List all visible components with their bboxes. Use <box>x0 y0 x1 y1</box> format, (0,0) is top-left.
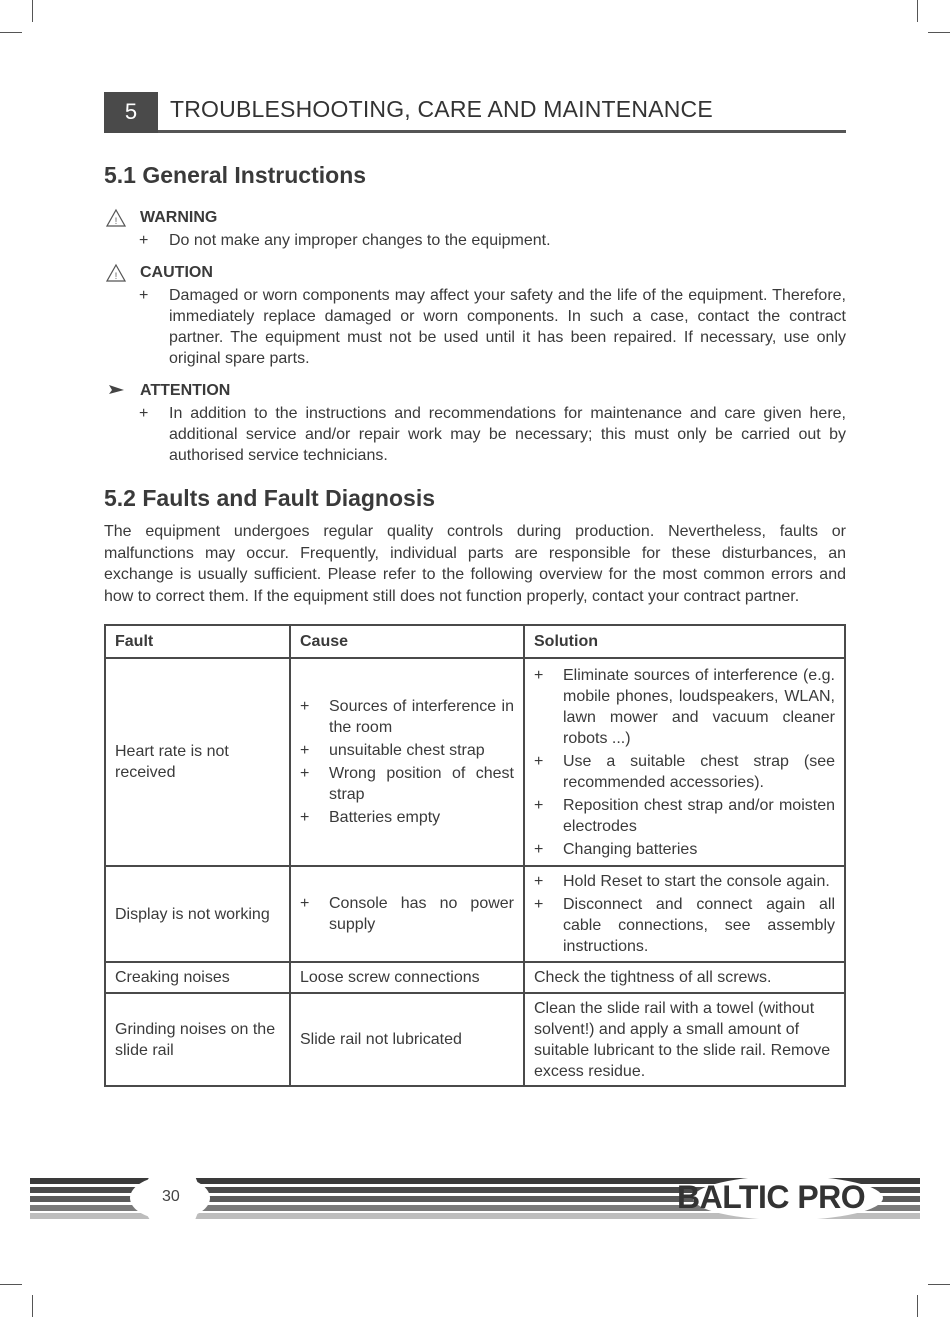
header-cause: Cause <box>290 625 524 658</box>
crop-mark <box>928 1284 950 1285</box>
attention-label: ATTENTION <box>140 382 231 399</box>
arrow-right-icon <box>106 381 126 401</box>
header-fault: Fault <box>105 625 290 658</box>
warning-label: WARNING <box>140 209 218 226</box>
intro-paragraph: The equipment undergoes regular quality controls during production. Nevertheless, faults or malfunctions may occur. Frequently, individual parts are responsible for these disturbances, an exchange is usually sufficient. Please refer to the following overview for the most common errors and how to correct them. If the equipment still does not function properly, contact your contract partner. <box>104 523 846 605</box>
table-row <box>105 962 845 993</box>
cause-cell: + Console has no power supply <box>290 866 524 962</box>
svg-text:!: ! <box>114 271 118 281</box>
caution-label: CAUTION <box>140 264 213 281</box>
solution-cell: Check the tightness of all screws. <box>524 962 845 993</box>
chapter-title: TROUBLESHOOTING, CARE AND MAINTENANCE <box>170 96 713 122</box>
warning-note <box>104 207 846 251</box>
caution-item: + Damaged or worn components may affect your safety and the life of the equipment. Therefore, immediately replace damaged or worn components. In such a case, contact the contract partner. The equipment must not be used until it has been repaired. If necessary, use only original spare parts. <box>139 287 846 367</box>
crop-mark <box>32 0 33 22</box>
header-solution: Solution <box>524 625 845 658</box>
solution-cell: + Eliminate sources of interference (e.g. mobile phones, loudspeakers, WLAN, lawn mower and vacuum cleaner robots ...) + Use a suitable chest strap (see recommended accessories). + Reposition chest strap and/or moisten electrodes + Changing batteries <box>524 658 845 866</box>
warning-triangle-icon <box>106 263 126 283</box>
crop-mark <box>917 0 918 22</box>
caution-note <box>104 262 846 369</box>
section-title-5-1: 5.1 General Instructions <box>104 162 367 188</box>
attention-item: + In addition to the instructions and recommendations for maintenance and care given here, additional service and/or repair work may be necessary; this must only be carried out by authorised service technicians. <box>139 405 846 464</box>
warning-triangle-icon <box>106 208 126 228</box>
warning-item: + Do not make any improper changes to the equipment. <box>139 232 551 249</box>
fault-cell: Heart rate is not received <box>105 658 290 866</box>
cause-cell: + Sources of interference in the room + unsuitable chest strap + Wrong position of chest strap + Batteries empty <box>290 658 524 866</box>
chapter-header <box>104 92 846 133</box>
page-number: 30 <box>162 1188 180 1205</box>
crop-mark <box>0 1284 22 1285</box>
cause-cell: Loose screw connections <box>290 962 524 993</box>
solution-cell: Clean the slide rail with a towel (without solvent!) and apply a small amount of suitable lubricant to the slide rail. Remove excess residue. <box>524 993 845 1086</box>
cause-cell: Slide rail not lubricated <box>290 993 524 1086</box>
fault-cell: Display is not working <box>105 866 290 962</box>
crop-mark <box>917 1295 918 1317</box>
brand-logo: BALTIC PRO <box>677 1179 866 1215</box>
crop-mark <box>928 32 950 33</box>
attention-note <box>104 380 846 466</box>
table-row <box>105 993 845 1086</box>
chapter-number: 5 <box>104 92 158 133</box>
crop-mark <box>0 32 22 33</box>
solution-cell: + Hold Reset to start the console again. + Disconnect and connect again all cable connections, see assembly instructions. <box>524 866 845 962</box>
section-title-5-2: 5.2 Faults and Fault Diagnosis <box>104 485 436 511</box>
fault-table <box>104 624 846 1087</box>
page-footer <box>30 1176 920 1220</box>
table-row <box>105 866 845 962</box>
svg-text:!: ! <box>114 216 118 226</box>
table-row <box>105 658 845 866</box>
fault-cell: Grinding noises on the slide rail <box>105 993 290 1086</box>
fault-cell: Creaking noises <box>105 962 290 993</box>
table-header-row <box>105 625 845 658</box>
crop-mark <box>32 1295 33 1317</box>
